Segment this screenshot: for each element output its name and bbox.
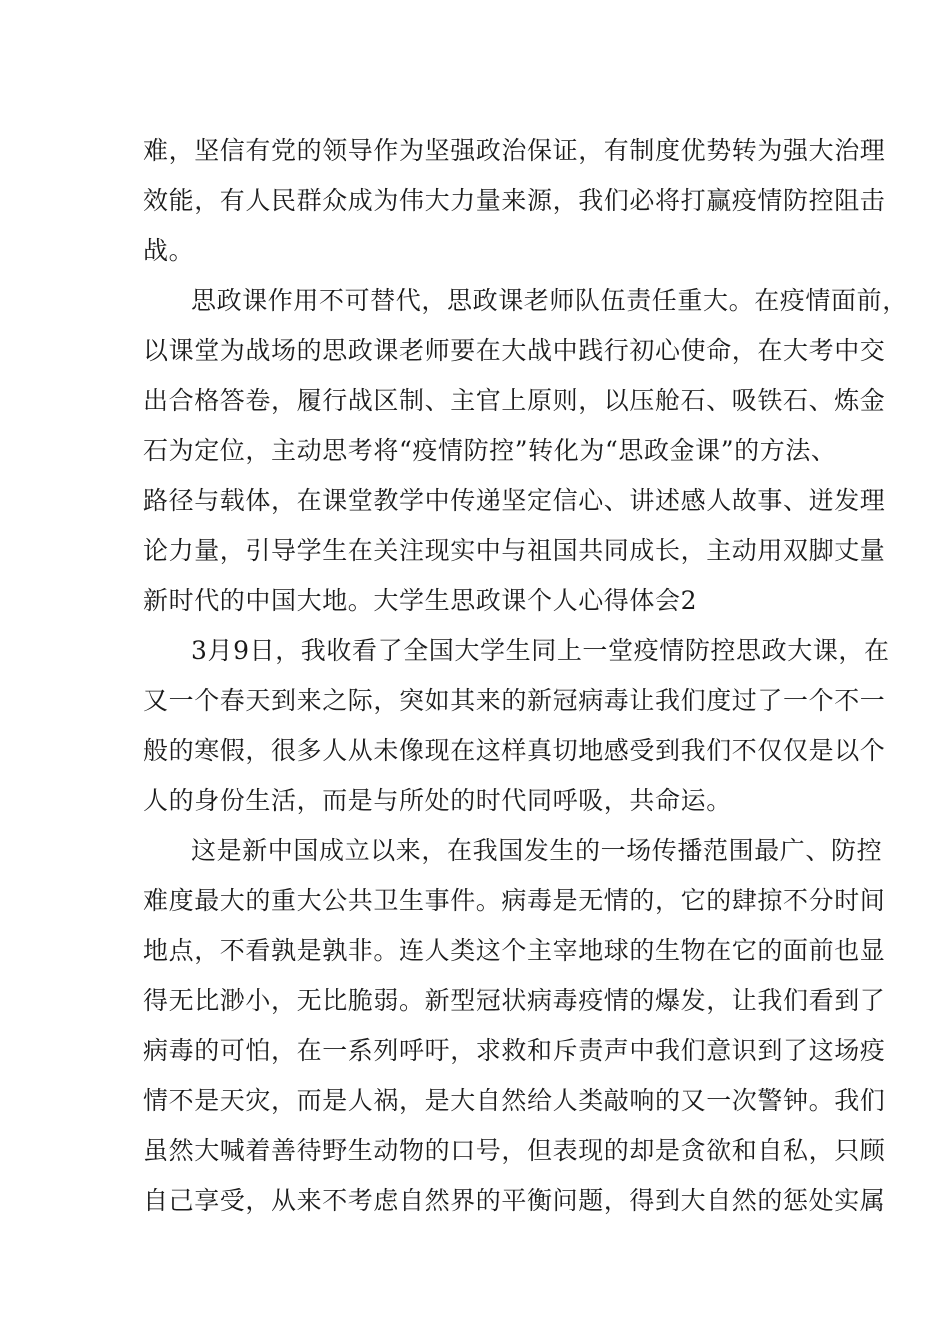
paragraph-2-line-3: 出合格答卷，履行战区制、主官上原则，以压舱石、吸铁石、炼金 — [143, 386, 886, 415]
paragraph-2-line-2: 以课堂为战场的思政课老师要在大战中践行初心使命，在大考中交 — [143, 336, 886, 365]
paragraph-2-line-6: 论力量，引导学生在关注现实中与祖国共同成长，主动用双脚丈量 — [143, 536, 886, 565]
paragraph-3-line-4: 人的身份生活，而是与所处的时代同呼吸，共命运。 — [143, 786, 732, 815]
paragraph-2-line-4: 石为定位，主动思考将“疫情防控”转化为“思政金课”的方法、 — [143, 436, 837, 465]
paragraph-1-line-3: 战。 — [143, 236, 195, 265]
paragraph-4-line-3: 地点，不看孰是孰非。连人类这个主宰地球的生物在它的面前也显 — [143, 936, 886, 965]
paragraph-4-line-5: 病毒的可怕，在一系列呼吁，求救和斥责声中我们意识到了这场疫 — [143, 1036, 886, 1065]
paragraph-4-line-7: 虽然大喊着善待野生动物的口号，但表现的却是贪欲和自私，只顾 — [143, 1136, 886, 1165]
paragraph-2-line-1: 思政课作用不可替代，思政课老师队伍责任重大。在疫情面前， — [191, 286, 908, 315]
paragraph-4-line-8: 自己享受，从来不考虑自然界的平衡问题，得到大自然的惩处实属 — [143, 1186, 886, 1215]
paragraph-4-line-6: 情不是天灾，而是人祸，是大自然给人类敲响的又一次警钟。我们 — [143, 1086, 886, 1115]
paragraph-4-line-4: 得无比渺小，无比脆弱。新型冠状病毒疫情的爆发，让我们看到了 — [143, 986, 886, 1015]
paragraph-3-line-2: 又一个春天到来之际，突如其来的新冠病毒让我们度过了一个不一 — [143, 686, 886, 715]
paragraph-1-line-1: 难，坚信有党的领导作为坚强政治保证，有制度优势转为强大治理 — [143, 136, 886, 165]
paragraph-4-line-1: 这是新中国成立以来，在我国发生的一场传播范围最广、防控 — [191, 836, 883, 865]
paragraph-3-line-3: 般的寒假，很多人从未像现在这样真切地感受到我们不仅仅是以个 — [143, 736, 886, 765]
paragraph-3-line-1: 3月9日，我收看了全国大学生同上一堂疫情防控思政大课，在 — [191, 636, 890, 665]
paragraph-1-line-2: 效能，有人民群众成为伟大力量来源，我们必将打赢疫情防控阻击 — [143, 186, 886, 215]
paragraph-2-line-7: 新时代的中国大地。大学生思政课个人心得体会2 — [143, 586, 698, 615]
paragraph-4-line-2: 难度最大的重大公共卫生事件。病毒是无情的，它的肆掠不分时间 — [143, 886, 886, 915]
paragraph-2-line-5: 路径与载体，在课堂教学中传递坚定信心、讲述感人故事、迸发理 — [143, 486, 886, 515]
